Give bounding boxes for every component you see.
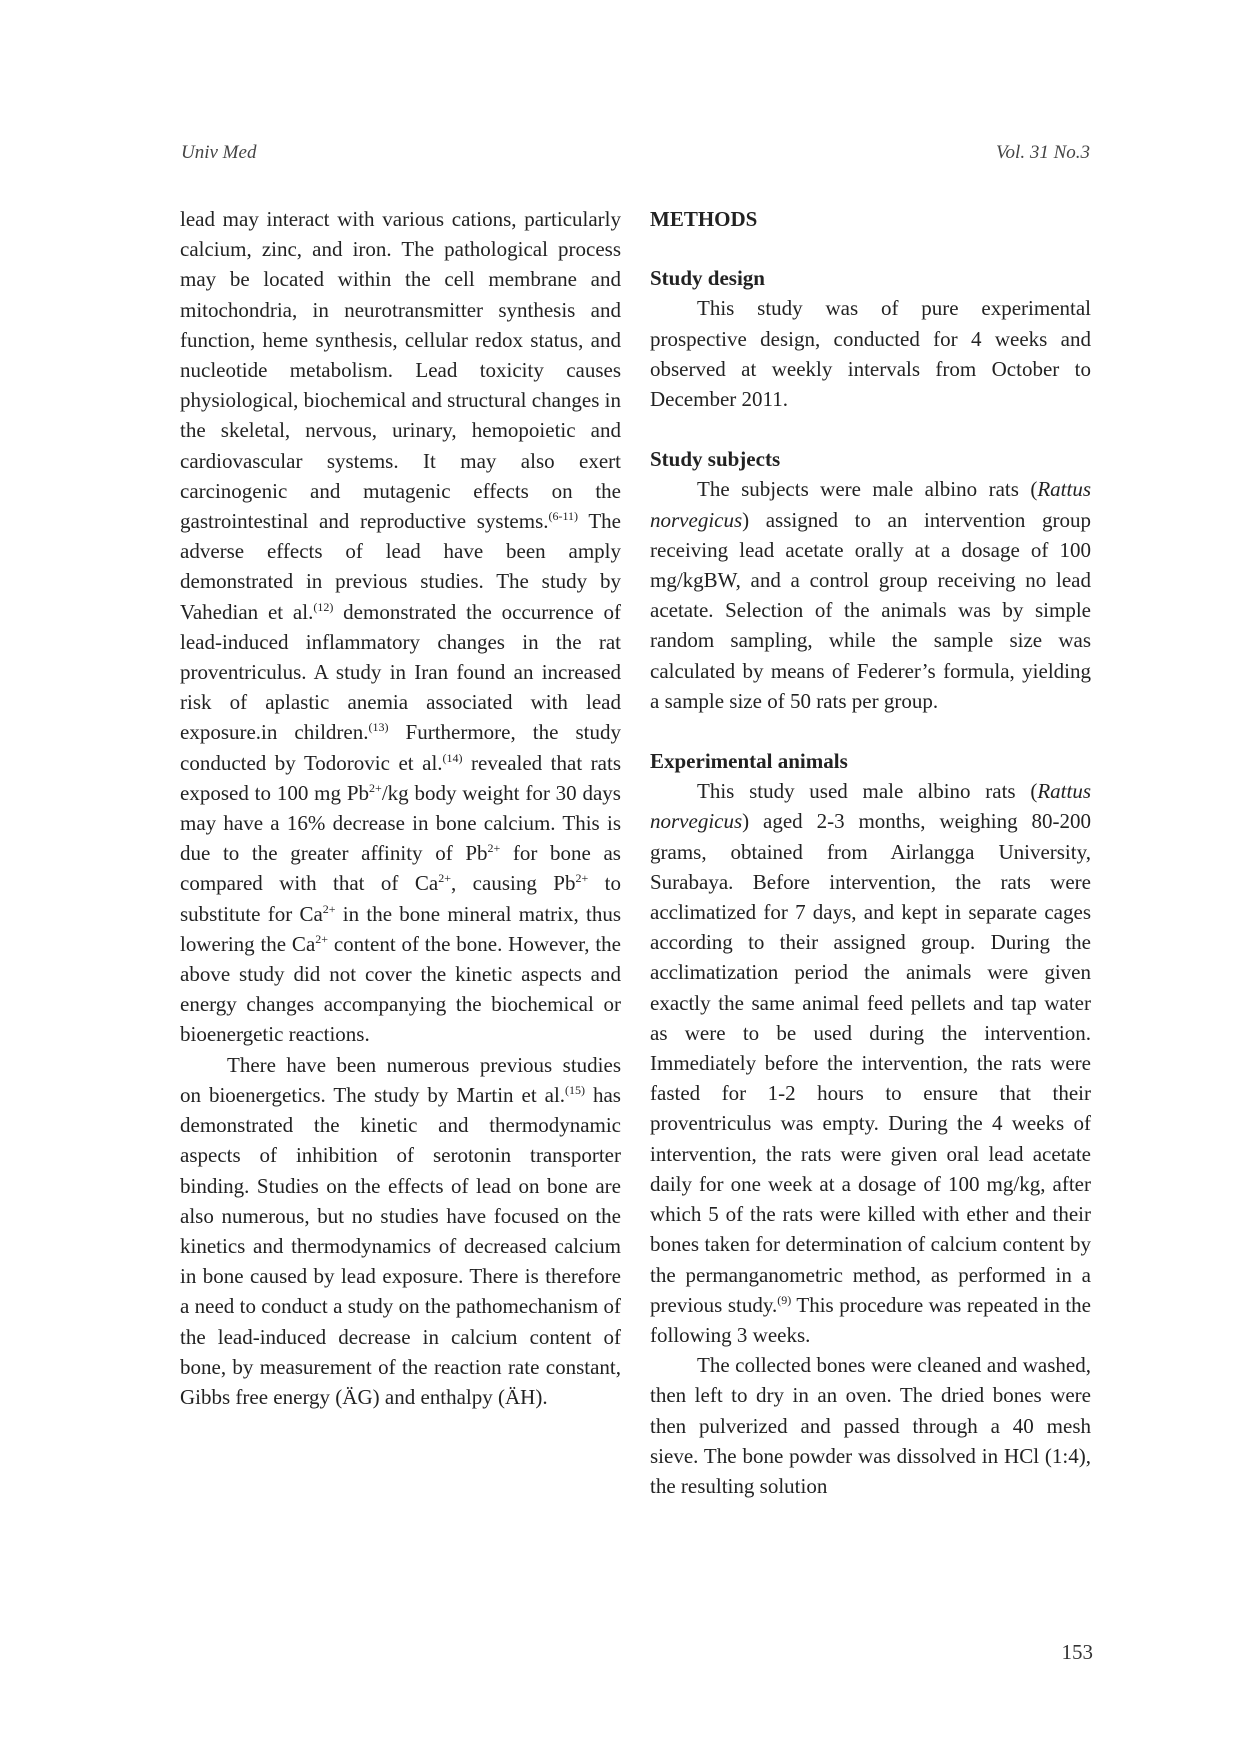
study-subjects-paragraph: The subjects were male albino rats (Rattus norvegicus) assigned to an intervention group receiving lead acetate orally at a dosage of 100 mg/kgBW, and a control group receiving no lead acetate. Selection of the animals was by simple random sampling, while the sample size was calculated by means of Federer’s formula, yielding a sample size of 50 rats per group. xyxy=(650,477,1091,713)
left-column xyxy=(180,204,621,1412)
charge-superscript: 2+ xyxy=(315,931,329,946)
page-number: 153 xyxy=(1061,1640,1093,1664)
experimental-animals-paragraph: This study used male albino rats (Rattus norvegicus) aged 2-3 months, weighing 80-200 grams, obtained from Airlangga University, Surabaya. Before intervention, the rats were acclimatized for 7 days, and kept in separate cages according to their assigned group. During the acclimatization period the animals were given exactly the same animal feed pellets and tap water as were to be used during the intervention. Immediately before the intervention, the rats were fasted for 1-2 hours to ensure that their proventriculus was empty. During the 4 weeks of intervention, the rats were given oral lead acetate daily for one week at a dosage of 100 mg/kg, after which 5 of the rats were killed with ether and their bones taken for determination of calcium content by the permanganometric method, as performed in a previous study.$^{(9)}$ This procedure was repeated in the following 3 weeks. xyxy=(650,779,1091,1347)
study-design-paragraph: This study was of pure experimental prospective design, conducted for 4 weeks and observed at weekly intervals from October to December 2011. xyxy=(650,296,1091,412)
citation: (9) xyxy=(777,1292,792,1307)
citation: (15) xyxy=(565,1082,586,1097)
species-name: Rattus norvegicus xyxy=(650,477,1091,532)
citation: (6-11) xyxy=(548,509,579,524)
charge-superscript: 2+ xyxy=(575,871,589,886)
citation: (13) xyxy=(368,720,389,735)
species-name: Rattus norvegicus xyxy=(650,779,1091,834)
citation: (14) xyxy=(442,750,463,765)
bioenergetics-paragraph: There have been numerous previous studies on bioenergetics. The study by Martin et al.$^{(15)}$ has demonstrated the kinetic and thermodynamic aspects of inhibition of serotonin transporter binding. Studies on the effects of lead on bone are also numerous, but no studies have focused on the kinetics and thermodynamics of decreased calcium in bone caused by lead exposure. There is therefore a need to conduct a study on the pathomechanism of the lead-induced decrease in calcium content of bone, by measurement of the reaction rate constant, Gibbs free energy (ÄG) and enthalpy (ÄH). xyxy=(180,1052,621,1409)
charge-superscript: 2+ xyxy=(322,901,336,916)
bone-preparation-paragraph: The collected bones were cleaned and washed, then left to dry in an oven. The dried bones were then pulverized and passed through a 40 mesh sieve. The bone powder was dissolved in HCl (1:4), the resulting solution xyxy=(650,1353,1091,1498)
right-column xyxy=(650,204,1091,1501)
subheading-experimental-animals: Experimental animals xyxy=(650,749,848,774)
subheading-study-design: Study design xyxy=(650,266,765,291)
citation: (12) xyxy=(313,599,334,614)
intro-paragraph-continued: lead may interact with various cations, particularly calcium, zinc, and iron. The pathological process may be located within the cell membrane and mitochondria, in neurotransmitter synthesis and function, heme synthesis, cellular redox status, and nucleotide metabolism. Lead toxicity causes physiological, biochemical and structural changes in the skeletal, nervous, urinary, hemopoietic and cardiovascular systems. It may also exert carcinogenic and mutagenic effects on the gastrointestinal and reproductive systems.$^{(6-11)}$ The adverse effects of lead have been amply demonstrated in previous studies. The study by Vahedian et al.$^{(12)}$ demonstrated the occurrence of lead-induced inflammatory changes in the rat proventriculus. A study in Iran found an increased risk of aplastic anemia associated with lead exposure.in children.$^{(13)}$ Furthermore, the study conducted by Todorovic et al.$^{(14)}$ revealed that rats exposed to 100 mg $Pb^{2+}/kg$ body weight for 30 days may have a 16% decrease in bone calcium. This is due to the greater affinity of $Pb^{2+}$ for bone as compared with that of $Ca^{2+}$, causing $Pb^{2+}$ to substitute for $Ca^{2+}$ in the bone mineral matrix, thus lowering the $Ca^{2+}$ content of the bone. However, the above study did not cover the kinetic aspects and energy changes accompanying the biochemical or bioenergetic reactions. xyxy=(180,207,622,1047)
running-head-volume: Vol. 31 No.3 xyxy=(996,142,1090,163)
charge-superscript: 2+ xyxy=(369,780,382,795)
charge-superscript: 2+ xyxy=(438,871,451,886)
running-head-journal: Univ Med xyxy=(181,142,257,163)
section-heading-methods: METHODS xyxy=(650,207,758,231)
charge-superscript: 2+ xyxy=(487,841,501,856)
subheading-study-subjects: Study subjects xyxy=(650,447,781,472)
